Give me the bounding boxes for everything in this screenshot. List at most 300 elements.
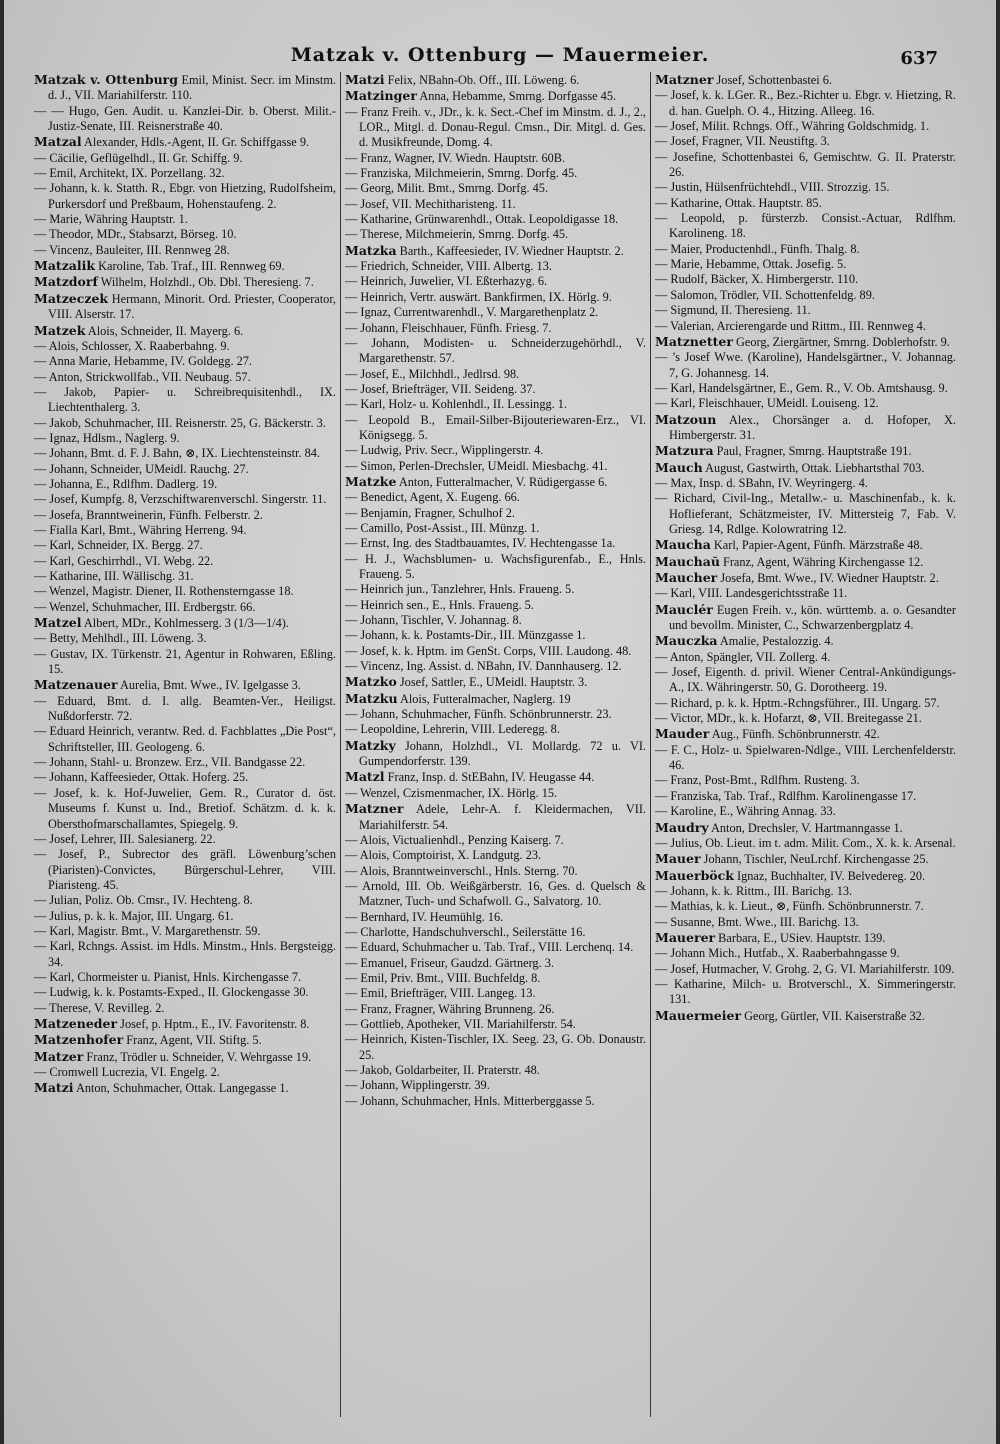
directory-entry bbox=[655, 257, 956, 272]
page-title: Matzak v. Ottenburg — Mauermeier. bbox=[290, 44, 710, 66]
entry-details: — Emil, Architekt, IX. Porzellang. 32. bbox=[34, 166, 225, 181]
directory-entry bbox=[34, 477, 336, 492]
directory-entry bbox=[345, 1017, 646, 1032]
entry-details: — Karl, Handelsgärtner, E., Gem. R., V. Ob. Amtshausg. 9. bbox=[655, 380, 948, 395]
directory-entry bbox=[655, 743, 956, 774]
directory-entry bbox=[345, 613, 646, 628]
directory-entry bbox=[345, 259, 646, 274]
directory-entry bbox=[34, 243, 336, 258]
directory-entry bbox=[34, 893, 336, 908]
directory-entry bbox=[655, 851, 956, 867]
entry-details: — Josef, Fragner, VII. Neustiftg. 3. bbox=[655, 134, 830, 149]
entry-details: — Franz, Wagner, IV. Wiedn. Hauptstr. 60B. bbox=[345, 150, 566, 165]
entry-details: — Emanuel, Friseur, Gaudzd. Gärtnerg. 3. bbox=[345, 955, 554, 970]
entry-details: — Georg, Milit. Bmt., Smrng. Dorfg. 45. bbox=[345, 181, 549, 196]
entry-details: — Jakob, Schuhmacher, III. Reisnerstr. 25, G. Bäckerstr. 3. bbox=[34, 415, 326, 430]
directory-entry bbox=[34, 1049, 336, 1065]
directory-entry bbox=[34, 104, 336, 135]
entry-surname: Matzke bbox=[345, 473, 397, 489]
directory-entry bbox=[345, 105, 646, 151]
entry-details: — Josef, Kumpfg. 8, Verzschiftwarenverschl. Singerstr. 11. bbox=[34, 492, 327, 507]
entry-details: — Johann, Modisten- u. Schneiderzugehörhdl., V. Margarethenstr. 57. bbox=[345, 335, 646, 366]
entry-surname: Matzenhofer bbox=[34, 1032, 124, 1048]
directory-entry bbox=[655, 476, 956, 491]
entry-details: — Josefine, Schottenbastei 6, Gemischtw. G. II. Praterstr. 26. bbox=[655, 149, 956, 180]
directory-entry bbox=[34, 291, 336, 323]
entry-surname: Matzner bbox=[655, 72, 714, 87]
entry-details: — Johann, k. k. Postamts-Dir., III. Münzgasse 1. bbox=[345, 628, 586, 643]
directory-entry bbox=[34, 647, 336, 678]
entry-details: — Mathias, k. k. Lieut., ⊗, Fünfh. Schönbrunnerstr. 7. bbox=[655, 899, 924, 914]
entry-details: — Katharine, III. Wällischg. 31. bbox=[34, 569, 194, 583]
entry-surname: Mauerböck bbox=[655, 867, 734, 883]
entry-details: — Alois, Comptoirist, X. Landgutg. 23. bbox=[345, 848, 542, 863]
entry-details: — Johann Mich., Hutfab., X. Raaberbahngasse 9. bbox=[655, 946, 900, 961]
directory-entry bbox=[34, 538, 336, 553]
entry-details: — H. J., Wachsblumen- u. Wachsfigurenfab., E., Hnls. Fraueng. 5. bbox=[345, 551, 646, 581]
entry-details: — Katharine, Milch- u. Brotverschl., X. Simmeringerstr. 131. bbox=[655, 976, 956, 1007]
directory-entry bbox=[34, 724, 336, 755]
directory-entry bbox=[655, 72, 956, 88]
directory-entry bbox=[345, 879, 646, 910]
entry-details: Alois, Schneider, II. Mayerg. 6. bbox=[85, 323, 244, 338]
directory-entry bbox=[34, 1032, 336, 1048]
entry-surname: Matzer bbox=[34, 1048, 84, 1064]
directory-entry bbox=[34, 274, 336, 290]
directory-entry bbox=[345, 628, 646, 643]
entry-details: — Josef, k. k. LGer. R., Bez.-Richter u. Ebgr. v. Hietzing, R. d. han. Guelph. O. 4., Hitzing. Alleeg. 16. bbox=[655, 88, 956, 118]
directory-entry bbox=[345, 72, 646, 88]
directory-entry bbox=[34, 227, 336, 242]
directory-entry bbox=[345, 848, 646, 863]
directory-entry bbox=[345, 691, 646, 707]
directory-entry bbox=[345, 212, 646, 227]
directory-entry bbox=[34, 508, 336, 523]
entry-details: — ’s Josef Wwe. (Karoline), Handelsgärtner., V. Johannag. 7, G. Johannesg. 14. bbox=[655, 350, 956, 380]
entry-details: — Gottlieb, Apotheker, VII. Mariahilferstr. 54. bbox=[345, 1016, 576, 1031]
entry-details: Ignaz, Buchhalter, IV. Belvedereg. 20. bbox=[733, 868, 926, 883]
directory-entry bbox=[655, 930, 956, 946]
entry-details: — Jakob, Goldarbeiter, II. Praterstr. 48. bbox=[345, 1063, 540, 1077]
entry-details: Anna, Hebamme, Smrng. Dorfgasse 45. bbox=[416, 89, 617, 104]
entry-details: — Benjamin, Fragner, Schulhof 2. bbox=[345, 505, 515, 520]
entry-details: Alois, Futteralmacher, Naglerg. 19 bbox=[397, 691, 571, 706]
entry-details: Karoline, Tab. Traf., III. Rennweg 69. bbox=[95, 259, 285, 274]
directory-entry bbox=[34, 569, 336, 584]
directory-entry bbox=[345, 321, 646, 336]
entry-details: Josefa, Bmt. Wwe., IV. Wiedner Hauptstr. 2. bbox=[717, 571, 939, 585]
entry-details: Barbara, E., USiev. Hauptstr. 139. bbox=[715, 930, 886, 945]
directory-entry bbox=[345, 940, 646, 955]
entry-details: Georg, Gürtler, VII. Kaiserstraße 32. bbox=[741, 1008, 925, 1023]
directory-entry bbox=[655, 696, 956, 711]
entry-details: — Alois, Schlosser, X. Raaberbahng. 9. bbox=[34, 338, 230, 353]
entry-details: — Leopold B., Email-Silber-Bijouteriewaren-Erz., VI. Königsegg. 5. bbox=[345, 412, 646, 442]
entry-surname: Matzak v. Ottenburg bbox=[34, 72, 179, 87]
entry-details: August, Gastwirth, Ottak. Liebhartsthal 703. bbox=[702, 460, 925, 475]
entry-details: Alex., Chorsänger a. d. Hofoper, X. Himbergerstr. 31. bbox=[669, 412, 956, 442]
entry-surname: Mauder bbox=[655, 726, 710, 742]
entry-surname: Mauermeier bbox=[655, 1007, 742, 1023]
entry-details: — Wenzel, Schuhmacher, III. Erdbergstr. 66. bbox=[34, 599, 256, 614]
entry-surname: Matzky bbox=[345, 737, 396, 753]
directory-entry bbox=[345, 443, 646, 458]
directory-entry bbox=[655, 119, 956, 134]
entry-details: — Betty, Mehlhdl., III. Löweng. 3. bbox=[34, 631, 207, 646]
directory-entry bbox=[345, 659, 646, 674]
directory-entry bbox=[345, 674, 646, 690]
entry-details: — Gustav, IX. Türkenstr. 21, Agentur in Rohwaren, Eßling. 15. bbox=[34, 646, 336, 677]
directory-entry bbox=[655, 868, 956, 884]
entry-details: Anton, Drechsler, V. Hartmanngasse 1. bbox=[708, 820, 903, 835]
entry-details: — Josefa, Branntweinerin, Fünfh. Felberstr. 2. bbox=[34, 507, 263, 522]
directory-entry bbox=[34, 1016, 336, 1032]
entry-details: — Emil, Briefträger, VIII. Langeg. 13. bbox=[345, 986, 536, 1001]
entry-details: — Rudolf, Bäcker, X. Himbergerstr. 110. bbox=[655, 272, 859, 287]
directory-entry bbox=[345, 367, 646, 382]
directory-entry bbox=[345, 151, 646, 166]
directory-entry bbox=[345, 290, 646, 305]
entry-details: Aurelia, Bmt. Wwe., IV. Igelgasse 3. bbox=[117, 678, 301, 693]
entry-details: — Heinrich jun., Tanzlehrer, Hnls. Fraueng. 5. bbox=[345, 582, 575, 597]
directory-entry bbox=[345, 474, 646, 490]
entry-details: — Alois, Victualienhdl., Penzing Kaiserg. 7. bbox=[345, 832, 564, 847]
entry-details: — Jakob, Papier- u. Schreibrequisitenhdl., IX. Liechtenthalerg. 3. bbox=[34, 384, 336, 415]
directory-entry bbox=[34, 181, 336, 212]
entry-details: — Karoline, E., Währing Annag. 33. bbox=[655, 804, 836, 819]
directory-entry bbox=[34, 323, 336, 339]
entry-details: — Ignaz, Currentwarenhdl., V. Margarethenplatz 2. bbox=[345, 305, 599, 320]
directory-entry bbox=[34, 166, 336, 181]
directory-entry bbox=[655, 665, 956, 696]
directory-entry bbox=[345, 644, 646, 659]
directory-entry bbox=[34, 786, 336, 832]
directory-entry bbox=[34, 523, 336, 538]
entry-details: — Leopoldine, Lehrerin, VIII. Lederegg. 8. bbox=[345, 722, 560, 737]
entry-details: Barth., Kaffeesieder, IV. Wiedner Hauptstr. 2. bbox=[396, 243, 624, 258]
entry-surname: Matzoun bbox=[655, 411, 717, 427]
entry-details: — Theodor, MDr., Stabsarzt, Börseg. 10. bbox=[34, 227, 237, 242]
entry-details: — Anton, Spängler, VII. Zollerg. 4. bbox=[655, 649, 831, 664]
directory-entry bbox=[345, 986, 646, 1001]
directory-entry bbox=[655, 180, 956, 195]
entry-details: — Johann, Schneider, UMeidl. Rauchg. 27. bbox=[34, 461, 249, 476]
entry-details: — Vincenz, Bauleiter, III. Rennweg 28. bbox=[34, 242, 230, 257]
directory-entry bbox=[34, 385, 336, 416]
entry-surname: Matzi bbox=[34, 1080, 74, 1096]
entry-surname: Matzenauer bbox=[34, 677, 118, 693]
entry-surname: Matzdorf bbox=[34, 274, 98, 290]
directory-entry bbox=[655, 334, 956, 350]
entry-details: — Johann, Schuhmacher, Hnls. Mitterberggasse 5. bbox=[345, 1093, 595, 1108]
entry-details: Franz, Trödler u. Schneider, V. Wehrgasse 19. bbox=[83, 1049, 312, 1064]
entry-details: — Sigmund, II. Theresieng. 11. bbox=[655, 303, 811, 318]
entry-details: — Simon, Perlen-Drechsler, UMeidl. Miesbachg. 41. bbox=[345, 458, 608, 473]
directory-entry bbox=[345, 243, 646, 259]
entry-details: — Josef, Milit. Rchngs. Off., Währing Goldschmidg. 1. bbox=[655, 119, 930, 134]
directory-entry bbox=[34, 554, 336, 569]
directory-entry bbox=[655, 88, 956, 119]
directory-entry bbox=[345, 397, 646, 412]
directory-entry bbox=[34, 847, 336, 893]
directory-entry bbox=[345, 197, 646, 212]
directory-entry bbox=[34, 446, 336, 461]
entry-details: — Benedict, Agent, X. Eugeng. 66. bbox=[345, 490, 520, 505]
directory-entry bbox=[345, 166, 646, 181]
directory-entry bbox=[345, 521, 646, 536]
directory-entry bbox=[345, 582, 646, 597]
entry-details: — Anton, Strickwollfab., VII. Neubaug. 57. bbox=[34, 369, 251, 384]
entry-details: Josef, p. Hptm., E., IV. Favoritenstr. 8. bbox=[117, 1016, 310, 1031]
directory-entry bbox=[655, 381, 956, 396]
entry-details: — Johanna, E., Rdlfhm. Dadlerg. 19. bbox=[34, 476, 218, 491]
entry-details: — Johann, Wipplingerstr. 39. bbox=[345, 1078, 490, 1093]
directory-entry bbox=[655, 412, 956, 444]
directory-entry bbox=[345, 274, 646, 289]
entry-details: Emil, Minist. Secr. im Minstm. d. J., VII. Mariahilferstr. 110. bbox=[48, 73, 336, 103]
entry-details: — Josef, P., Subrector des gräfl. Löwenburg’schen (Piaristen)-Convictes, Bürgerschul-Lehrer, VIII. Piaristeng. 45. bbox=[34, 847, 336, 892]
entry-details: — Max, Insp. d. SBahn, IV. Weyringerg. 4. bbox=[655, 475, 868, 490]
entry-details: — Johann, Schuhmacher, Fünfh. Schönbrunnerstr. 23. bbox=[345, 707, 612, 722]
entry-surname: Matznetter bbox=[655, 333, 733, 349]
directory-entry bbox=[345, 1094, 646, 1109]
directory-entry bbox=[345, 382, 646, 397]
entry-details: — Franz, Fragner, Währing Brunneng. 26. bbox=[345, 1001, 555, 1016]
entry-details: Eugen Freih. v., kön. württemb. a. o. Gesandter und bevollm. Minister, C., Schwarzenbergplatz 4. bbox=[669, 602, 956, 633]
entry-details: — Franz Freih. v., JDr., k. k. Sect.-Chef im Minstm. d. J., 2., LOR., Mitgl. d. Donau-Regul. Cmsn., Dir. Mitgl. d. Ges. d. Musikfreunde, Domg. 4. bbox=[345, 104, 646, 150]
entry-surname: Mauczka bbox=[655, 633, 718, 649]
directory-entry bbox=[34, 431, 336, 446]
entry-surname: Matzura bbox=[655, 443, 714, 459]
entry-details: — Cromwell Lucrezia, VI. Engelg. 2. bbox=[34, 1065, 220, 1079]
directory-entry bbox=[345, 910, 646, 925]
entry-details: — Johann, Tischler, V. Johannag. 8. bbox=[345, 613, 522, 628]
entry-details: Paul, Fragner, Smrng. Hauptstraße 191. bbox=[713, 444, 912, 459]
directory-entry bbox=[345, 552, 646, 583]
entry-surname: Matzalik bbox=[34, 258, 96, 274]
directory-entry bbox=[345, 801, 646, 833]
entry-details: — Bernhard, IV. Heumühlg. 16. bbox=[345, 909, 504, 924]
entry-details: — Katharine, Grünwarenhdl., Ottak. Leopoldigasse 18. bbox=[345, 212, 619, 227]
entry-details: — Josef, k. k. Hptm. im GenSt. Corps, VIII. Laudong. 48. bbox=[345, 643, 632, 658]
directory-entry bbox=[345, 971, 646, 986]
directory-entry bbox=[655, 460, 956, 476]
directory-entry bbox=[655, 726, 956, 742]
entry-details: — Leopold, p. fürsterzb. Consist.-Actuar, Rdlfhm. Karolineng. 18. bbox=[655, 211, 956, 241]
directory-entry bbox=[345, 227, 646, 242]
directory-entry bbox=[345, 722, 646, 737]
directory-entry bbox=[655, 836, 956, 851]
directory-entry bbox=[34, 416, 336, 431]
entry-details: — Franziska, Tab. Traf., Rdlfhm. Karolinengasse 17. bbox=[655, 788, 917, 803]
entry-details: Felix, NBahn-Ob. Off., III. Löweng. 6. bbox=[384, 73, 580, 87]
directory-entry bbox=[655, 350, 956, 381]
directory-entry bbox=[345, 459, 646, 474]
column-right bbox=[650, 72, 960, 1417]
directory-entry bbox=[655, 962, 956, 977]
entry-details: — Anna Marie, Hebamme, IV. Goldegg. 27. bbox=[34, 354, 252, 369]
directory-entry bbox=[34, 770, 336, 785]
directory-entry bbox=[34, 1065, 336, 1080]
entry-surname: Matzel bbox=[34, 615, 82, 631]
directory-entry bbox=[655, 211, 956, 242]
directory-entry bbox=[655, 242, 956, 257]
entry-surname: Matzner bbox=[345, 801, 404, 817]
column-left bbox=[30, 72, 340, 1417]
directory-entry bbox=[34, 151, 336, 166]
entry-details: Wilhelm, Holzhdl., Ob. Dbl. Theresieng. 7. bbox=[97, 275, 314, 290]
entry-details: — Eduard, Bmt. d. I. allg. Beamten-Ver., Heiligst. Nußdorferstr. 72. bbox=[34, 693, 336, 724]
directory-entry bbox=[34, 462, 336, 477]
entry-details: Johann, Tischler, NeuLrchf. Kirchengasse 25. bbox=[700, 852, 929, 867]
entry-details: — Salomon, Trödler, VII. Schottenfeldg. 89. bbox=[655, 287, 875, 302]
entry-details: Aug., Fünfh. Schönbrunnerstr. 42. bbox=[709, 727, 880, 742]
directory-entry bbox=[655, 491, 956, 537]
directory-entry bbox=[34, 354, 336, 369]
directory-entry bbox=[655, 977, 956, 1008]
entry-details: — Karl, Magistr. Bmt., V. Margarethenstr. 59. bbox=[34, 923, 261, 938]
directory-entry bbox=[345, 925, 646, 940]
directory-entry bbox=[34, 677, 336, 693]
entry-surname: Mauclér bbox=[655, 601, 713, 617]
entry-details: Amalie, Pestalozzig. 4. bbox=[717, 634, 834, 649]
directory-entry bbox=[34, 924, 336, 939]
directory-entry bbox=[345, 413, 646, 444]
entry-details: — Julius, p. k. k. Major, III. Ungarg. 61. bbox=[34, 908, 234, 923]
entry-details: — Valerian, Arcierengarde und Rittm., III. Rennweg 4. bbox=[655, 318, 926, 333]
directory-entry bbox=[655, 303, 956, 318]
directory-entry bbox=[655, 288, 956, 303]
entry-details: Franz, Insp. d. StEBahn, IV. Heugasse 44. bbox=[384, 770, 595, 785]
directory-entry bbox=[655, 915, 956, 930]
directory-entry bbox=[345, 536, 646, 551]
entry-details: Albert, MDr., Kohlmesserg. 3 (1/3—1/4). bbox=[81, 616, 289, 631]
directory-entry bbox=[34, 755, 336, 770]
directory-entry bbox=[655, 134, 956, 149]
entry-surname: Maucher bbox=[655, 570, 718, 585]
entry-details: — Friedrich, Schneider, VIII. Albertg. 13. bbox=[345, 259, 552, 274]
entry-details: — Eduard Heinrich, verantw. Red. d. Fachblattes „Die Post“, Schriftsteller, III. Geologeng. 6. bbox=[34, 724, 336, 754]
directory-entry bbox=[34, 72, 336, 104]
entry-details: Josef, Sattler, E., UMeidl. Hauptstr. 3. bbox=[396, 675, 588, 690]
directory-entry bbox=[34, 694, 336, 725]
entry-details: Anton, Schuhmacher, Ottak. Langegasse 1. bbox=[73, 1081, 289, 1096]
entry-surname: Mauer bbox=[655, 851, 701, 867]
entry-details: — Johann, Fleischhauer, Fünfh. Friesg. 7. bbox=[345, 320, 552, 335]
entry-details: — Marie, Hebamme, Ottak. Josefig. 5. bbox=[655, 257, 847, 272]
entry-details: — Justin, Hülsenfrüchtehdl., VIII. Strozzig. 15. bbox=[655, 180, 890, 195]
entry-surname: Matzeczek bbox=[34, 290, 109, 306]
entry-details: Georg, Ziergärtner, Smrng. Doblerhofstr. 9. bbox=[732, 334, 950, 349]
entry-details: — Richard, p. k. k. Hptm.-Rchngsführer., III. Ungarg. 57. bbox=[655, 695, 940, 710]
directory-entry bbox=[34, 615, 336, 631]
entry-surname: Maucha bbox=[655, 537, 711, 553]
entry-surname: Matzek bbox=[34, 322, 86, 338]
entry-details: — Cäcilie, Geflügelhdl., II. Gr. Schiffg. 9. bbox=[34, 150, 243, 165]
entry-surname: Matzka bbox=[345, 242, 397, 258]
directory-entry bbox=[34, 985, 336, 1000]
directory-entry bbox=[345, 305, 646, 320]
entry-details: — Heinrich, Kisten-Tischler, IX. Seeg. 23, G. Ob. Donaustr. 25. bbox=[345, 1032, 646, 1062]
directory-columns bbox=[30, 72, 960, 1417]
directory-entry bbox=[345, 1078, 646, 1093]
directory-entry bbox=[345, 88, 646, 104]
directory-entry bbox=[655, 443, 956, 459]
directory-entry bbox=[655, 602, 956, 634]
directory-entry bbox=[655, 396, 956, 411]
entry-surname: Matzinger bbox=[345, 88, 417, 104]
directory-entry bbox=[345, 707, 646, 722]
entry-details: — Ernst, Ing. des Stadtbauamtes, IV. Hechtengasse 1a. bbox=[345, 536, 616, 551]
directory-entry bbox=[34, 584, 336, 599]
entry-details: — Richard, Civil-Ing., Metallw.- u. Maschinenfab., k. k. Hoflieferant, Schätzmeister, IV. Mittersteig 7, Fab. V. Griesg. 14, Rdlge. Kolowratring 12. bbox=[655, 491, 956, 536]
directory-entry bbox=[345, 769, 646, 785]
entry-details: — Emil, Priv. Bmt., VIII. Buchfeldg. 8. bbox=[345, 970, 541, 985]
directory-entry bbox=[345, 956, 646, 971]
entry-details: — Eduard, Schuhmacher u. Tab. Traf., VIII. Lerchenq. 14. bbox=[345, 940, 634, 955]
directory-entry bbox=[655, 899, 956, 914]
entry-details: — Fialla Karl, Bmt., Währing Herreng. 94. bbox=[34, 522, 247, 537]
page-number: 637 bbox=[900, 48, 938, 69]
entry-surname: Maudry bbox=[655, 819, 709, 835]
directory-entry bbox=[655, 884, 956, 899]
directory-entry bbox=[34, 1001, 336, 1016]
entry-details: — Ignaz, Hdlsm., Naglerg. 9. bbox=[34, 430, 180, 445]
entry-details: — Katharine, Ottak. Hauptstr. 85. bbox=[655, 195, 822, 210]
entry-details: — Alois, Branntweinverschl., Hnls. Sterng. 70. bbox=[345, 863, 578, 878]
directory-entry bbox=[345, 598, 646, 613]
entry-details: Hermann, Minorit. Ord. Priester, Cooperator, VIII. Alserstr. 17. bbox=[48, 291, 336, 322]
entry-details: — Franz, Post-Bmt., Rdlfhm. Rusteng. 3. bbox=[655, 773, 860, 788]
directory-entry bbox=[34, 631, 336, 646]
entry-details: — Maier, Productenhdl., Fünfh. Thalg. 8. bbox=[655, 241, 860, 256]
entry-details: — Karl, Rchngs. Assist. im Hdls. Minstm., Hnls. Bergsteigg. 34. bbox=[34, 939, 336, 969]
entry-details: — Franziska, Milchmeierin, Smrng. Dorfg. 45. bbox=[345, 166, 578, 181]
entry-surname: Mauerer bbox=[655, 929, 716, 945]
entry-details: — Heinrich sen., E., Hnls. Fraueng. 5. bbox=[345, 597, 534, 612]
entry-details: — Camillo, Post-Assist., III. Münzg. 1. bbox=[345, 520, 540, 535]
entry-details: — Josef, E., Milchhdl., Jedlrsd. 98. bbox=[345, 366, 520, 381]
entry-details: — Heinrich, Vertr. auswärt. Bankfirmen, IX. Hörlg. 9. bbox=[345, 289, 612, 304]
column-middle bbox=[340, 72, 650, 1417]
entry-details: — Karl, VIII. Landesgerichtsstraße 11. bbox=[655, 586, 848, 601]
entry-details: — Josef, Lehrer, III. Salesianerg. 22. bbox=[34, 831, 216, 846]
directory-entry bbox=[345, 1063, 646, 1078]
entry-details: — F. C., Holz- u. Spielwaren-Ndlge., VIII. Lerchenfelderstr. 46. bbox=[655, 742, 956, 773]
directory-entry bbox=[345, 786, 646, 801]
entry-details: — Josef, k. k. Hof-Juwelier, Gem. R., Curator d. öst. Museums f. Kunst u. Ind., Bretiof. Schätzm. d. k. k. Obersthofmarschallamtes, Spiegelg. 9. bbox=[34, 785, 336, 831]
entry-details: — Johann, Bmt. d. F. J. Bahn, ⊗, IX. Liechtensteinstr. 84. bbox=[34, 446, 320, 461]
directory-entry bbox=[655, 1008, 956, 1024]
entry-details: — Arnold, III. Ob. Weißgärberstr. 16, Ges. d. Quelsch & Matzner, Tuch- und Schafwoll. G., Salvatorg. 10. bbox=[345, 878, 646, 909]
entry-details: — Ludwig, k. k. Postamts-Exped., II. Glockengasse 30. bbox=[34, 985, 309, 1000]
entry-details: — Marie, Währing Hauptstr. 1. bbox=[34, 212, 188, 227]
entry-surname: Mauch bbox=[655, 459, 703, 475]
entry-details: — Johann, Kaffeesieder, Ottak. Hoferg. 25. bbox=[34, 770, 249, 785]
directory-entry bbox=[34, 212, 336, 227]
entry-details: — Johann, k. k. Rittm., III. Barichg. 13. bbox=[655, 883, 853, 898]
entry-details: — Julian, Poliz. Ob. Cmsr., IV. Hechteng. 8. bbox=[34, 893, 253, 908]
entry-details: — Vincenz, Ing. Assist. d. NBahn, IV. Dannhauserg. 12. bbox=[345, 659, 622, 674]
entry-details: — Johann, Stahl- u. Bronzew. Erz., VII. Bandgasse 22. bbox=[34, 755, 306, 770]
directory-entry bbox=[345, 506, 646, 521]
entry-surname: Matzko bbox=[345, 674, 397, 690]
directory-entry bbox=[34, 909, 336, 924]
entry-details: Karl, Papier-Agent, Fünfh. Märzstraße 48. bbox=[710, 538, 923, 553]
directory-entry bbox=[345, 1032, 646, 1063]
entry-details: — Josef, Eigenth. d. privil. Wiener Central-Ankündigungs-A., IX. Währingerstr. 50, G. Dorotheerg. 19. bbox=[655, 665, 956, 695]
entry-details: — Heinrich, Juwelier, VI. Eßterhazyg. 6. bbox=[345, 274, 548, 289]
